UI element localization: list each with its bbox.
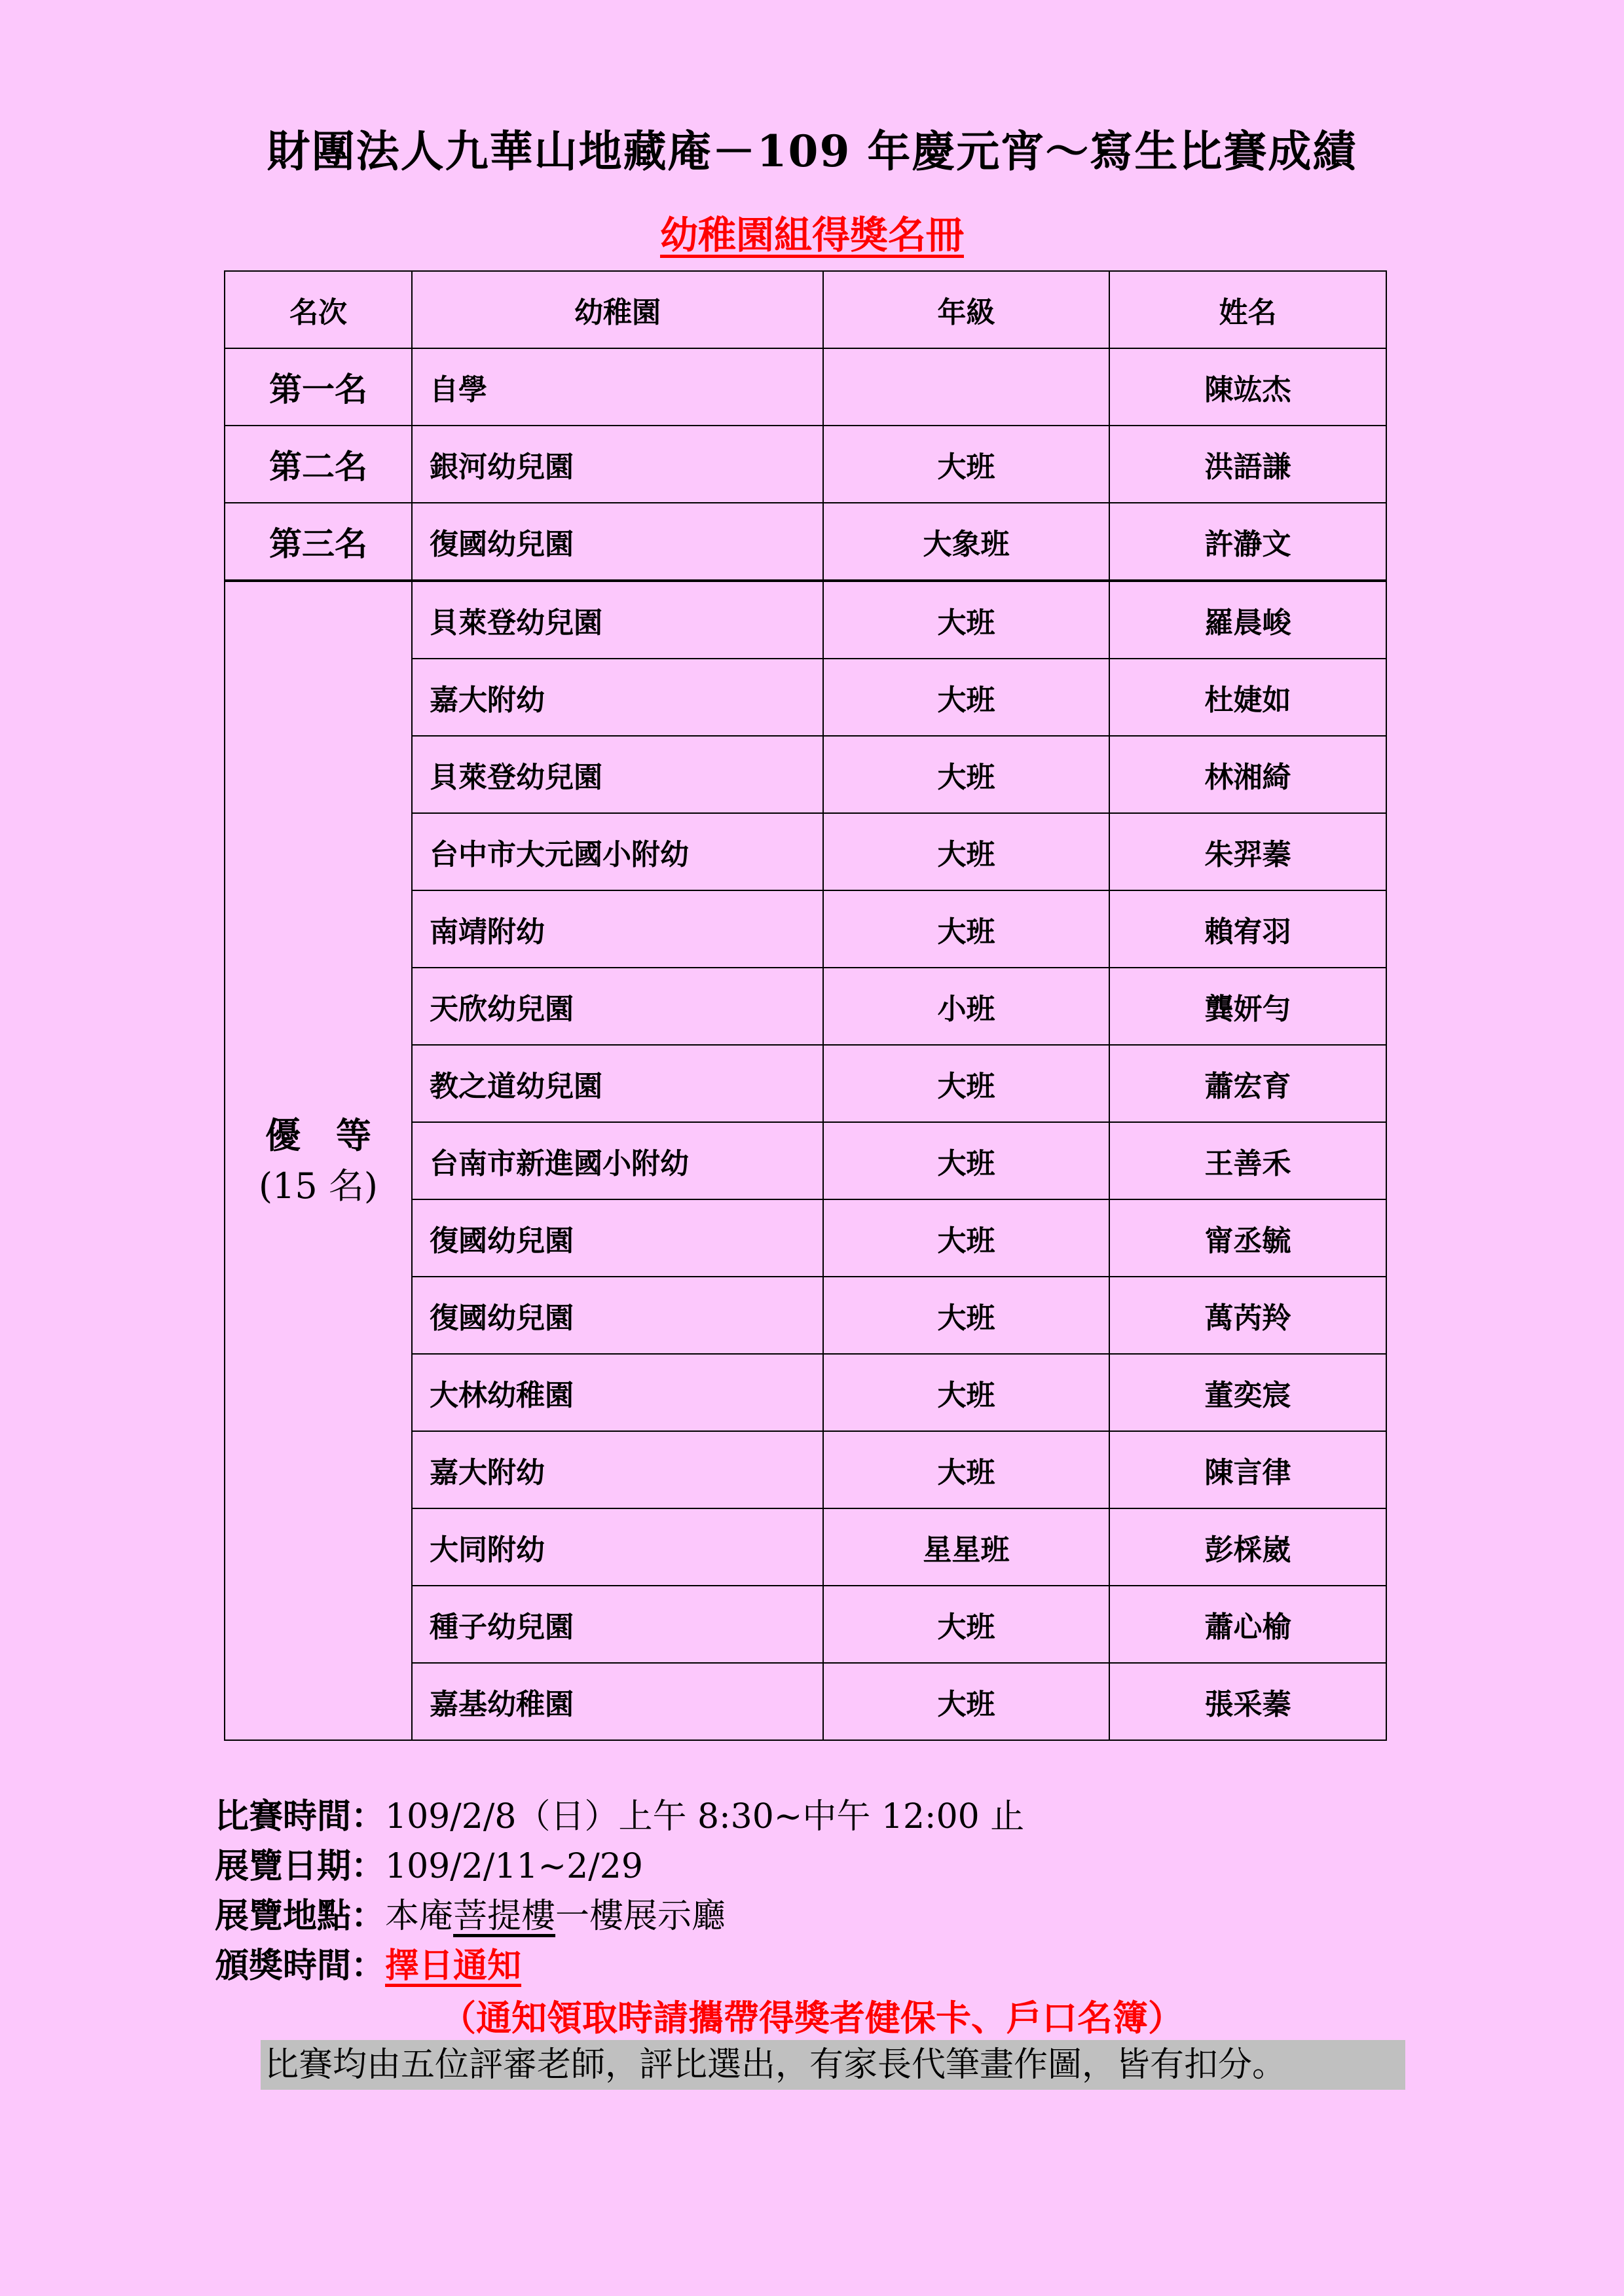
header-name: 姓名: [1109, 271, 1386, 348]
school-cell: 嘉大附幼: [412, 659, 823, 736]
merit-count: (15 名): [258, 1165, 378, 1207]
footnote: 比賽均由五位評審老師，評比選出，有家長代筆畫作圖，皆有扣分。: [261, 2040, 1405, 2090]
exhibit-date-value: 109/2/11~2/29: [385, 1847, 643, 1886]
school-cell: 大同附幼: [412, 1508, 823, 1586]
exhibit-date-line: [215, 1842, 643, 1891]
grade-cell: 大班: [823, 659, 1109, 736]
rank-cell: 第二名: [225, 426, 412, 503]
rank-cell: 第三名: [225, 503, 412, 581]
grade-cell: 大班: [823, 1045, 1109, 1122]
merit-label: 優 等: [265, 1114, 371, 1156]
name-cell: 龔妍勻: [1109, 968, 1386, 1045]
school-cell: 教之道幼兒園: [412, 1045, 823, 1122]
name-cell: 賴宥羽: [1109, 890, 1386, 968]
merit-rank-cell: [225, 581, 412, 1740]
school-cell: 銀河幼兒園: [412, 426, 823, 503]
name-cell: 彭棌崴: [1109, 1508, 1386, 1586]
contest-time-label: 比賽時間：: [215, 1796, 386, 1836]
grade-cell: 小班: [823, 968, 1109, 1045]
name-cell: 蕭心榆: [1109, 1586, 1386, 1663]
grade-cell: 大班: [823, 581, 1109, 659]
school-cell: 貝萊登幼兒園: [412, 736, 823, 813]
contest-time-line: [215, 1793, 1024, 1841]
school-cell: 台南市新進國小附幼: [412, 1122, 823, 1199]
grade-cell: 大班: [823, 1199, 1109, 1277]
exhibit-place-building: 菩提樓: [453, 1897, 556, 1936]
school-cell: 復國幼兒園: [412, 1277, 823, 1354]
contest-time-value: 109/2/8（日）上午 8:30~中午 12:00 止: [385, 1797, 1025, 1836]
school-cell: 天欣幼兒園: [412, 968, 823, 1045]
grade-cell: 大班: [823, 736, 1109, 813]
results-table: [224, 270, 1387, 1741]
grade-cell: 大班: [823, 813, 1109, 890]
grade-cell: 星星班: [823, 1508, 1109, 1586]
grade-cell: 大班: [823, 1122, 1109, 1199]
page-title: 財團法人九華山地藏庵－109 年慶元宵～寫生比賽成績: [267, 126, 1357, 177]
name-cell: 羅晨峻: [1109, 581, 1386, 659]
grade-cell: 大班: [823, 1277, 1109, 1354]
header-rank: 名次: [225, 271, 412, 348]
grade-cell: [823, 348, 1109, 426]
award-time-label: 頒獎時間：: [215, 1946, 386, 1986]
header-school: 幼稚園: [412, 271, 823, 348]
table-row: [225, 348, 1386, 426]
grade-cell: 大象班: [823, 503, 1109, 581]
school-cell: 嘉大附幼: [412, 1431, 823, 1508]
name-cell: 朱羿蓁: [1109, 813, 1386, 890]
name-cell: 董奕宸: [1109, 1354, 1386, 1431]
name-cell: 洪語謙: [1109, 426, 1386, 503]
grade-cell: 大班: [823, 1354, 1109, 1431]
award-note: （通知領取時請攜帶得獎者健保卡、戶口名簿）: [441, 1997, 1183, 2039]
table-row: [225, 503, 1386, 581]
school-cell: 復國幼兒園: [412, 1199, 823, 1277]
grade-cell: 大班: [823, 1663, 1109, 1740]
school-cell: 種子幼兒園: [412, 1586, 823, 1663]
rank-cell: 第一名: [225, 348, 412, 426]
name-cell: 陳竑杰: [1109, 348, 1386, 426]
grade-cell: 大班: [823, 1431, 1109, 1508]
school-cell: 復國幼兒園: [412, 503, 823, 581]
grade-cell: 大班: [823, 890, 1109, 968]
school-cell: 大林幼稚園: [412, 1354, 823, 1431]
name-cell: 陳言律: [1109, 1431, 1386, 1508]
exhibit-place-label: 展覽地點：: [215, 1896, 386, 1936]
name-cell: 林湘綺: [1109, 736, 1386, 813]
exhibit-place-post: 一樓展示廳: [555, 1897, 726, 1936]
school-cell: 嘉基幼稚園: [412, 1663, 823, 1740]
award-time-value: 擇日通知: [385, 1946, 522, 1986]
school-cell: 台中市大元國小附幼: [412, 813, 823, 890]
exhibit-place-pre: 本庵: [385, 1897, 454, 1936]
name-cell: 萬芮羚: [1109, 1277, 1386, 1354]
grade-cell: 大班: [823, 426, 1109, 503]
table-header-row: [225, 271, 1386, 348]
name-cell: 杜婕如: [1109, 659, 1386, 736]
name-cell: 張采蓁: [1109, 1663, 1386, 1740]
exhibit-place-line: [215, 1892, 726, 1941]
school-cell: 自學: [412, 348, 823, 426]
table-row: [225, 426, 1386, 503]
school-cell: 貝萊登幼兒園: [412, 581, 823, 659]
name-cell: 王善禾: [1109, 1122, 1386, 1199]
table-row: [225, 581, 1386, 659]
subtitle-text: 幼稚園組得獎名冊: [659, 213, 964, 257]
school-cell: 南靖附幼: [412, 890, 823, 968]
grade-cell: 大班: [823, 1586, 1109, 1663]
page-subtitle: [0, 204, 1624, 259]
name-cell: 蕭宏育: [1109, 1045, 1386, 1122]
exhibit-date-label: 展覽日期：: [215, 1846, 386, 1886]
award-time-line: [215, 1942, 521, 1990]
header-grade: 年級: [823, 271, 1109, 348]
name-cell: 甯丞毓: [1109, 1199, 1386, 1277]
name-cell: 許瀞文: [1109, 503, 1386, 581]
